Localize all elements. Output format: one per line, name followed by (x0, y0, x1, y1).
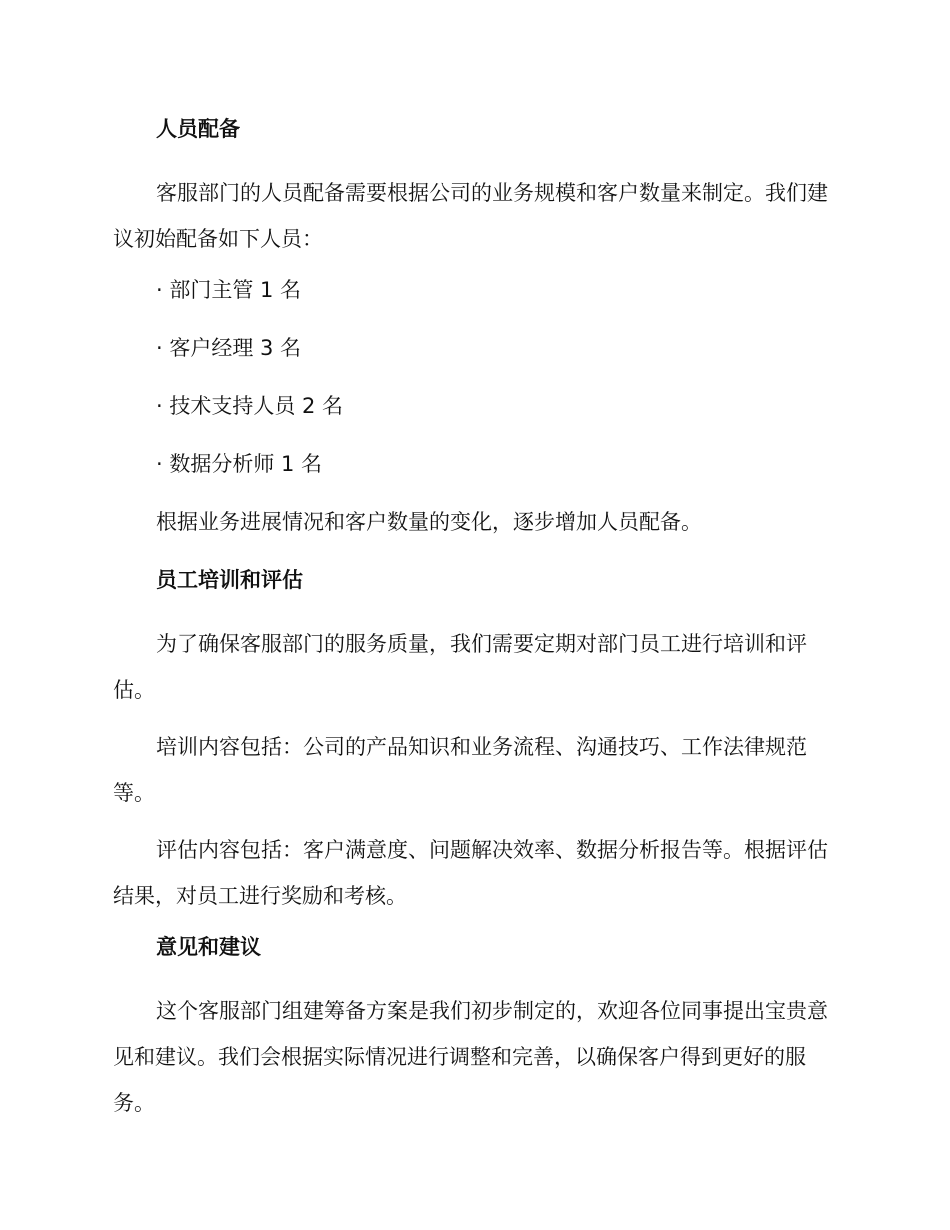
document-page (113, 112, 833, 1137)
section-heading-training: 员工培训和评估 (156, 568, 303, 592)
section-heading-feedback: 意见和建议 (156, 935, 261, 959)
training-paragraph-3: 评估内容包括：客户满意度、问题解决效率、数据分析报告等。根据评估结果，对员工进行奖励和考核。 (113, 838, 828, 908)
staff-item-account-manager: · 客户经理 3 名 (156, 336, 302, 360)
section-heading-staffing: 人员配备 (156, 117, 240, 141)
training-paragraph-1: 为了确保客服部门的服务质量，我们需要定期对部门员工进行培训和评估。 (113, 632, 807, 702)
staffing-closing-paragraph: 根据业务进展情况和客户数量的变化，逐步增加人员配备。 (156, 510, 702, 534)
staff-item-data-analyst: · 数据分析师 1 名 (156, 452, 323, 476)
training-paragraph-2: 培训内容包括：公司的产品知识和业务流程、沟通技巧、工作法律规范等。 (113, 735, 807, 805)
staffing-intro-paragraph: 客服部门的人员配备需要根据公司的业务规模和客户数量来制定。我们建议初始配备如下人员： (113, 181, 828, 251)
staff-item-manager: · 部门主管 1 名 (156, 278, 302, 302)
feedback-paragraph: 这个客服部门组建筹备方案是我们初步制定的，欢迎各位同事提出宝贵意见和建议。我们会根据实际情况进行调整和完善，以确保客户得到更好的服务。 (113, 999, 828, 1115)
staff-item-tech-support: · 技术支持人员 2 名 (156, 394, 344, 418)
